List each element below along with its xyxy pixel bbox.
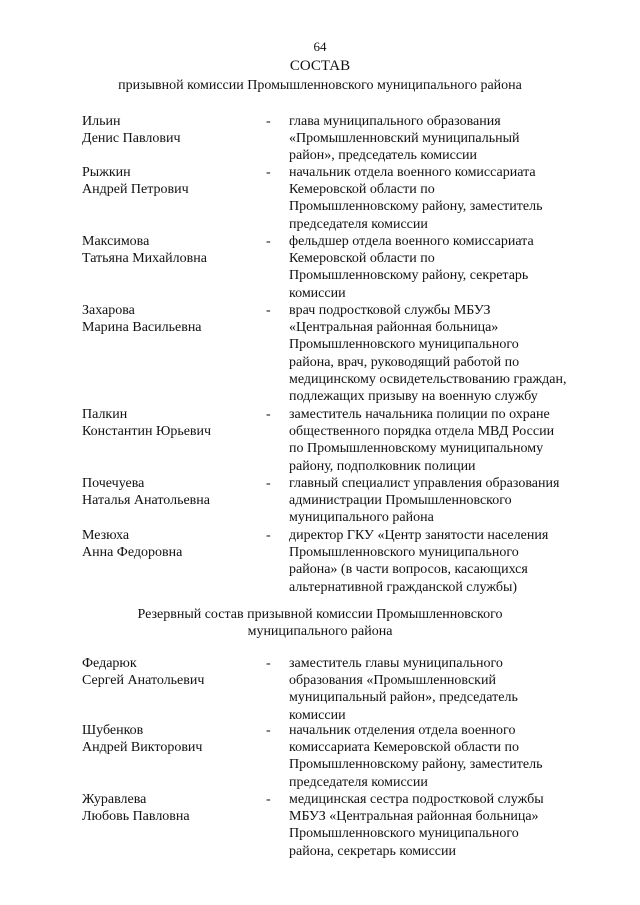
description-line: Промышленновскому району, заместитель xyxy=(289,199,543,215)
member-given-name: Любовь Павловна xyxy=(82,809,190,825)
dash-separator: - xyxy=(266,114,271,129)
member-description xyxy=(289,475,594,527)
description-line: общественного порядка отдела МВД России xyxy=(289,424,555,440)
description-line: заместитель главы муниципального xyxy=(289,656,503,671)
member-name xyxy=(82,527,252,561)
member-description xyxy=(289,113,594,165)
member-surname: Захарова xyxy=(82,303,135,318)
description-line: Промышленновского муниципального xyxy=(289,337,519,353)
description-line: район», председатель комиссии xyxy=(289,148,478,164)
description-line: врач подростковой службы МБУЗ xyxy=(289,303,491,318)
dash-separator: - xyxy=(266,165,271,180)
description-line: района, секретарь комиссии xyxy=(289,843,457,859)
dash-separator: - xyxy=(266,723,271,738)
member-surname: Рыжкин xyxy=(82,165,131,180)
description-line: начальник отделения отдела военного xyxy=(289,723,516,738)
member-description xyxy=(289,722,594,791)
member-given-name: Андрей Петрович xyxy=(82,182,189,198)
member-description xyxy=(289,164,594,233)
description-line: района, врач, руководящий работой по xyxy=(289,354,520,370)
description-line: подлежащих призыву на военную службу xyxy=(289,389,538,405)
dash-separator: - xyxy=(266,407,271,422)
member-given-name: Марина Васильевна xyxy=(82,320,202,336)
member-description xyxy=(289,791,594,860)
member-given-name: Константин Юрьевич xyxy=(82,424,212,440)
reserve-heading-line: Резервный состав призывной комиссии Промышленновского xyxy=(137,607,503,622)
dash-separator: - xyxy=(266,792,271,807)
description-line: администрации Промышленновского xyxy=(289,493,512,509)
description-line: по Промышленновскому муниципальному xyxy=(289,441,544,457)
member-surname: Журавлева xyxy=(82,792,147,807)
description-line: району, подполковник полиции xyxy=(289,458,476,474)
dash-separator: - xyxy=(266,303,271,318)
member-given-name: Андрей Викторович xyxy=(82,740,203,756)
description-line: Кемеровской области по xyxy=(289,182,435,198)
description-line: альтернативной гражданской службы) xyxy=(289,579,518,595)
member-surname: Палкин xyxy=(82,407,128,422)
description-line: комиссии xyxy=(289,285,346,301)
member-given-name: Денис Павлович xyxy=(82,131,181,147)
member-name xyxy=(82,302,252,336)
reserve-heading-line: муниципального района xyxy=(247,624,393,639)
member-name xyxy=(82,655,252,689)
member-description xyxy=(289,302,594,405)
member-name xyxy=(82,164,252,198)
member-given-name: Татьяна Михайловна xyxy=(82,251,207,267)
member-description xyxy=(289,527,594,596)
member-surname: Максимова xyxy=(82,234,150,249)
description-line: Кемеровской области по xyxy=(289,251,435,267)
description-line: глава муниципального образования xyxy=(289,114,501,129)
description-line: медицинская сестра подростковой службы xyxy=(289,792,544,807)
member-given-name: Сергей Анатольевич xyxy=(82,673,205,689)
description-line: «Промышленновский муниципальный xyxy=(289,131,520,147)
member-surname: Шубенков xyxy=(82,723,144,738)
description-line: МБУЗ «Центральная районная больница» xyxy=(289,809,539,825)
description-line: главный специалист управления образования xyxy=(289,476,560,491)
dash-separator: - xyxy=(266,656,271,671)
member-surname: Мезюха xyxy=(82,528,130,543)
description-line: комиссии xyxy=(289,707,346,723)
description-line: Промышленновского муниципального xyxy=(289,545,519,561)
description-line: медицинскому освидетельствованию граждан, xyxy=(289,371,567,387)
member-given-name: Наталья Анатольевна xyxy=(82,493,211,509)
member-name xyxy=(82,722,252,756)
member-name xyxy=(82,406,252,440)
member-surname: Почечуева xyxy=(82,476,145,491)
description-line: Промышленновского муниципального xyxy=(289,826,519,842)
description-line: председателя комиссии xyxy=(289,774,428,790)
description-line: образования «Промышленновский xyxy=(289,673,496,689)
member-name xyxy=(82,113,252,147)
document-title: СОСТАВ xyxy=(289,58,351,74)
dash-separator: - xyxy=(266,234,271,249)
description-line: комиссариата Кемеровской области по xyxy=(289,740,520,756)
member-name xyxy=(82,791,252,825)
member-description xyxy=(289,233,594,302)
description-line: муниципального района xyxy=(289,510,434,526)
member-name xyxy=(82,233,252,267)
member-name xyxy=(82,475,252,509)
description-line: директор ГКУ «Центр занятости населения xyxy=(289,528,549,543)
document-subtitle: призывной комиссии Промышленновского муниципального района xyxy=(118,78,522,93)
description-line: района» (в части вопросов, касающихся xyxy=(289,562,528,578)
dash-separator: - xyxy=(266,528,271,543)
description-line: Промышленновскому району, секретарь xyxy=(289,268,529,284)
dash-separator: - xyxy=(266,476,271,491)
member-description xyxy=(289,406,594,475)
description-line: председателя комиссии xyxy=(289,216,428,232)
description-line: начальник отдела военного комиссариата xyxy=(289,165,536,180)
page-number: 64 xyxy=(313,39,327,54)
reserve-heading xyxy=(0,606,640,640)
description-line: заместитель начальника полиции по охране xyxy=(289,407,550,422)
member-surname: Ильин xyxy=(82,114,121,129)
member-surname: Федарюк xyxy=(82,656,137,671)
member-given-name: Анна Федоровна xyxy=(82,545,183,561)
member-description xyxy=(289,655,594,724)
description-line: Промышленновскому району, заместитель xyxy=(289,757,543,773)
description-line: фельдшер отдела военного комиссариата xyxy=(289,234,534,249)
description-line: муниципальный район», председатель xyxy=(289,690,518,706)
description-line: «Центральная районная больница» xyxy=(289,320,499,336)
